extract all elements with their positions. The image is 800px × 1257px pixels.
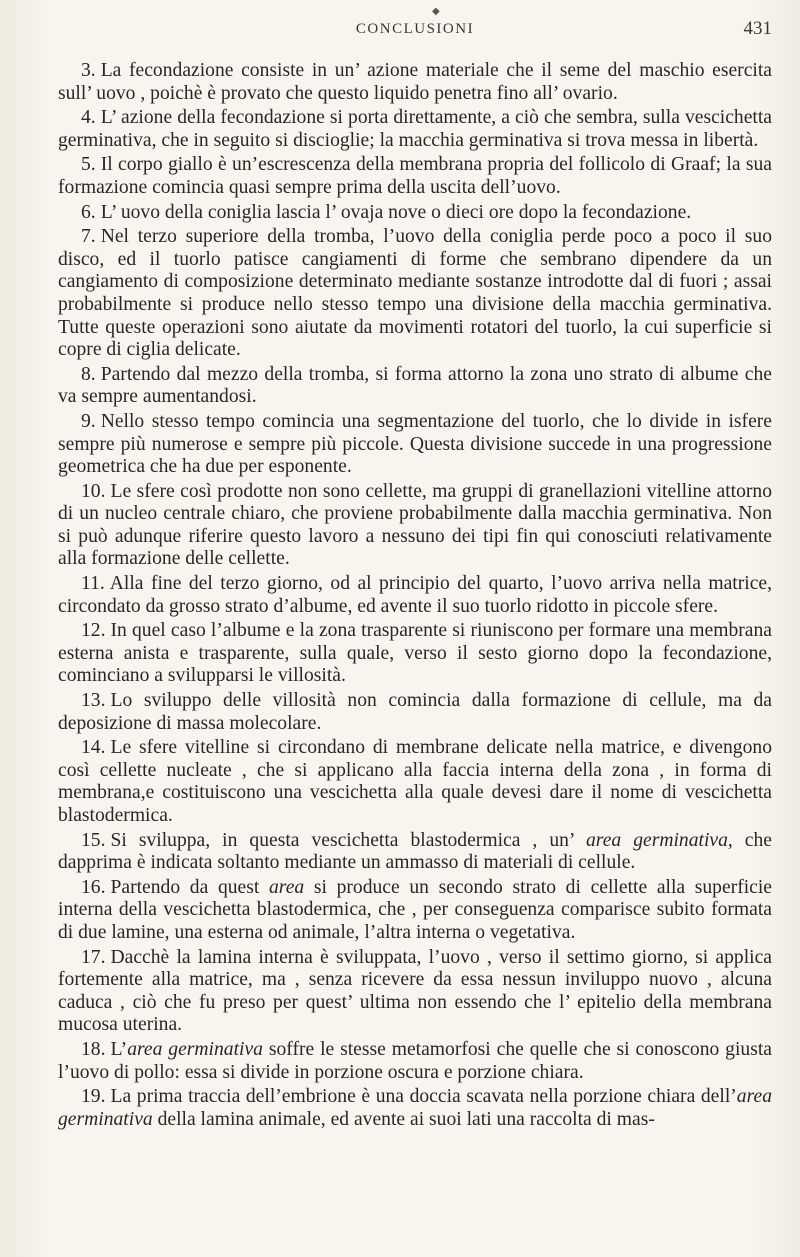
- paragraph-number: 14.: [81, 737, 106, 759]
- paragraph-number: 19.: [81, 1086, 106, 1108]
- paragraph-number: 13.: [81, 690, 106, 712]
- italic-term: area germinativa: [58, 1086, 772, 1130]
- paragraph-text: Nello stesso tempo comincia una segmentazione del tuorlo, che lo divide in isfere sempre più numerose e sempre più piccole. Questa divisione succede in una progressione geometrica che ha due per esponente.: [58, 410, 772, 478]
- page-body: [58, 60, 772, 1133]
- paragraph-number: 7.: [81, 226, 96, 248]
- italic-term: area germinativa: [127, 1038, 263, 1060]
- paragraph-number: 17.: [81, 946, 106, 968]
- paragraph-text: Dacchè la lamina interna è sviluppata, l’uovo , verso il settimo giorno, si applica fortemente alla matrice, ma , senza ricevere da essa nessun inviluppo nuovo , alcuna caduca , ciò che fu preso per quest’ ultima non essendo che l’ epitelio della membrana mucosa uterina.: [58, 946, 772, 1036]
- paragraph-14: [58, 737, 772, 827]
- paragraph-16: [58, 877, 772, 945]
- paragraph-text-start: Partendo da quest: [110, 876, 269, 898]
- paragraph-3: [58, 60, 772, 105]
- paragraph-10: [58, 481, 772, 571]
- paragraph-text-end: soffre le stesse metamorfosi che quelle che si conoscono giusta l’uovo di pollo: essa si divide in porzione oscura e porzione chiara.: [58, 1038, 772, 1083]
- paragraph-number: 16.: [81, 876, 106, 898]
- paragraph-17: [58, 947, 772, 1037]
- paragraph-text: Alla fine del terzo giorno, od al principio del quarto, l’uovo arriva nella matrice, circondato da grosso strato d’albume, ed avente il suo tuorlo ridotto in piccole sfere.: [58, 573, 772, 617]
- paragraph-text: Lo sviluppo delle villosità non comincia dalla formazione di cellule, ma da deposizione di massa molecolare.: [58, 690, 772, 734]
- paragraph-text-start: L’: [110, 1038, 128, 1060]
- paragraph-text: Partendo dal mezzo della tromba, si forma attorno la zona uno strato di albume che va sempre aumentandosi.: [58, 363, 772, 408]
- paragraph-4: [58, 107, 772, 152]
- paragraph-text: L’ uovo della coniglia lascia l’ ovaja nove o dieci ore dopo la fecondazione.: [100, 201, 692, 223]
- paragraph-text: Le sfere così prodotte non sono cellette, ma gruppi di granellazioni vitelline attorno di un nucleo centrale chiaro, che proviene probabilmente dalla macchia germinativa. Non si può adunque riferire questo lavoro a nessuno dei tipi fin qui conosciuti relativamente alla formazione delle cellette.: [58, 480, 772, 570]
- paragraph-text: Nel terzo superiore della tromba, l’uovo della coniglia perde poco a poco il suo disco, ed il tuorlo patisce cangiamenti di forme che sembrano dipendere da un cangiamento di composizione determinato mediante sostanze introdotte dal di fuori ; assai probabilmente si produce nello stesso tempo una divisione della macchia germinativa. Tutte queste operazioni sono aiutate da movimenti rotatori del tuorlo, la cui superficie si copre di ciglia delicate.: [58, 226, 772, 361]
- paragraph-11: [58, 573, 772, 618]
- paragraph-18: [58, 1039, 772, 1084]
- paragraph-13: [58, 690, 772, 735]
- paragraph-number: 3.: [81, 60, 96, 81]
- paragraph-number: 5.: [81, 154, 96, 176]
- paragraph-7: [58, 226, 772, 362]
- paragraph-9: [58, 411, 772, 479]
- page-header: [58, 18, 772, 44]
- paragraph-text: L’ azione della fecondazione si porta direttamente, a ciò che sembra, sulla vescichetta germinativa, che in seguito si discioglie; la macchia germinativa si trova messa in libertà.: [58, 107, 772, 151]
- paragraph-15: [58, 830, 772, 875]
- paragraph-number: 11.: [81, 573, 105, 595]
- paragraph-19: [58, 1086, 772, 1131]
- page-number: 431: [743, 18, 772, 39]
- paragraph-number: 12.: [81, 620, 106, 642]
- print-speck: ◆: [432, 6, 440, 17]
- paragraph-number: 4.: [81, 107, 96, 129]
- paragraph-12: [58, 620, 772, 688]
- paragraph-6: [58, 202, 772, 225]
- paragraph-text: Le sfere vitelline si circondano di membrane delicate nella matrice, e divengono così cellette nucleate , che si applicano alla faccia interna della zona , in forma di membrana,e costituiscono una vescichetta alla quale devesi dare il nome di vescichetta blastodermica.: [58, 737, 772, 826]
- paragraph-number: 9.: [81, 410, 96, 432]
- paragraph-8: [58, 364, 772, 409]
- paragraph-number: 6.: [81, 201, 96, 223]
- paragraph-text-end: della lamina animale, ed avente ai suoi lati una raccolta di mas-: [152, 1108, 655, 1130]
- paragraph-text: Il corpo giallo è un’escrescenza della membrana propria del follicolo di Graaf; la sua formazione comincia quasi sempre prima della uscita dell’uovo.: [58, 154, 772, 198]
- italic-term: area: [269, 876, 305, 898]
- italic-term: area germinativa: [586, 829, 728, 851]
- paragraph-text-end: , che dapprima è indicata soltanto mediante un ammasso di materiali di cellule.: [58, 829, 772, 874]
- paragraph-text-start: La prima traccia dell’embrione è una doccia scavata nella porzione chiara dell’: [110, 1086, 737, 1108]
- paragraph-number: 8.: [81, 363, 96, 385]
- paragraph-5: [58, 154, 772, 199]
- paragraph-number: 10.: [81, 480, 106, 502]
- paragraph-number: 15.: [81, 829, 106, 851]
- paragraph-number: 18.: [81, 1038, 106, 1060]
- running-head: CONCLUSIONI: [355, 21, 475, 37]
- paragraph-text-start: Si sviluppa, in questa vescichetta blastodermica , un’: [110, 829, 586, 851]
- paragraph-text: La fecondazione consiste in un’ azione materiale che il seme del maschio esercita sull’ uovo , poichè è provato che questo liquido penetra fino all’ ovario.: [58, 60, 772, 104]
- paragraph-text-end: si produce un secondo strato di cellette alla superficie interna della vescichetta blastodermica, che , per conseguenza comparisce subito formata di due lamine, una esterna od animale, l’altra interna o vegetativa.: [58, 876, 773, 943]
- paragraph-text: In quel caso l’albume e la zona trasparente si riuniscono per formare una membrana esterna anista e trasparente, sulla quale, verso il sesto giorno dopo la fecondazione, cominciano a svilupparsi le villosità.: [58, 620, 772, 687]
